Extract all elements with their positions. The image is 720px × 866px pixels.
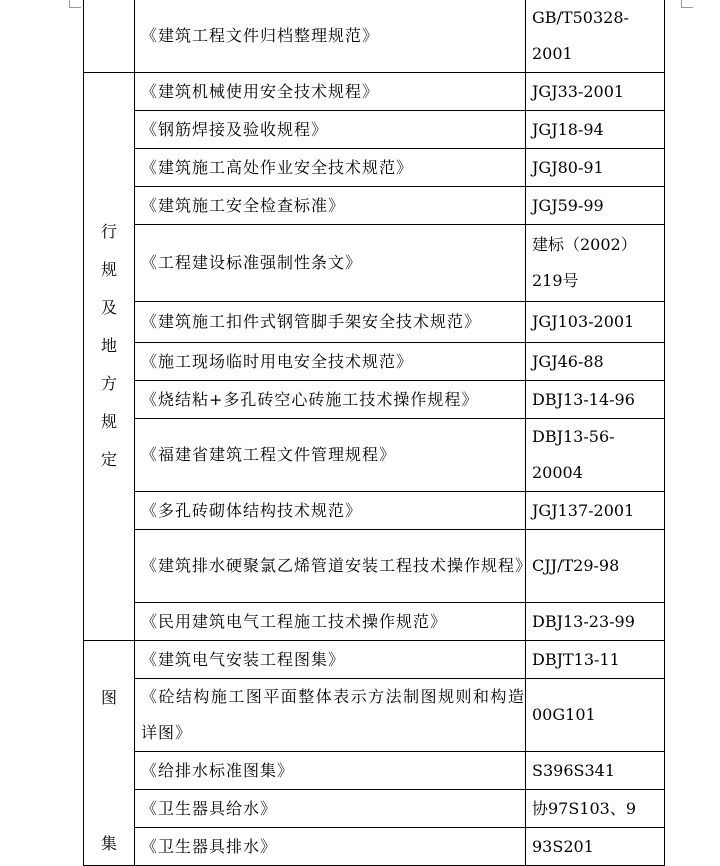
- standard-name: 《建筑机械使用安全技术规程》: [135, 73, 526, 111]
- category-cell: [84, 0, 135, 73]
- standard-code: JGJ18-94: [526, 111, 665, 149]
- standard-name: 《福建省建筑工程文件管理规程》: [135, 419, 526, 492]
- standard-name: 《给排水标准图集》: [135, 752, 526, 790]
- table-row: [84, 828, 665, 866]
- table-row: [84, 752, 665, 790]
- table-row: [84, 492, 665, 530]
- table-row: [84, 679, 665, 752]
- standard-name: 《建筑工程文件归档整理规范》: [135, 0, 526, 73]
- category-cell: [84, 73, 135, 641]
- page-corner-mark: [681, 7, 693, 8]
- standard-code: JGJ46-88: [526, 343, 665, 381]
- standard-code: JGJ80-91: [526, 149, 665, 187]
- standard-name: 《建筑施工高处作业安全技术规范》: [135, 149, 526, 187]
- standard-code: JGJ59-99: [526, 187, 665, 225]
- standard-code: 协97S103、9: [526, 790, 665, 828]
- standard-code: 93S201: [526, 828, 665, 866]
- standard-name: 《卫生器具排水》: [135, 828, 526, 866]
- category-label: 图 集: [100, 688, 117, 853]
- table-row: [84, 302, 665, 343]
- table-row: [84, 530, 665, 603]
- table-row: [84, 381, 665, 419]
- standard-name: 《工程建设标准强制性条文》: [135, 225, 526, 302]
- table-row: [84, 603, 665, 641]
- standard-code: DBJ13-56-20004: [526, 419, 665, 492]
- standard-code: S396S341: [526, 752, 665, 790]
- table-row: [84, 149, 665, 187]
- standard-name: 《烧结粘+多孔砖空心砖施工技术操作规程》: [135, 381, 526, 419]
- standard-name: 《多孔砖砌体结构技术规范》: [135, 492, 526, 530]
- standard-code: JGJ137-2001: [526, 492, 665, 530]
- standards-table-frame: [83, 0, 665, 856]
- standard-code: JGJ103-2001: [526, 302, 665, 343]
- standard-name: 《建筑排水硬聚氯乙烯管道安装工程技术操作规程》: [135, 530, 526, 603]
- category-cell: [84, 641, 135, 866]
- table-row: [84, 790, 665, 828]
- standard-name: 《建筑施工安全检查标准》: [135, 187, 526, 225]
- table-row: [84, 0, 665, 73]
- standard-name: 《建筑电气安装工程图集》: [135, 641, 526, 679]
- table-row: [84, 187, 665, 225]
- standards-table-body: [84, 0, 665, 866]
- standards-table: [83, 0, 665, 866]
- standard-name: 《砼结构施工图平面整体表示方法制图规则和构造详图》: [135, 679, 526, 752]
- page-corner-mark: [69, 7, 81, 8]
- table-row: [84, 641, 665, 679]
- table-row: [84, 419, 665, 492]
- standard-code: DBJ13-14-96: [526, 381, 665, 419]
- standard-name: 《钢筋焊接及验收规程》: [135, 111, 526, 149]
- standard-name: 《施工现场临时用电安全技术规范》: [135, 343, 526, 381]
- standard-name: 《民用建筑电气工程施工技术操作规范》: [135, 603, 526, 641]
- category-label: 行 规 及 地 方 规 定: [100, 222, 117, 469]
- table-row: [84, 343, 665, 381]
- table-row: [84, 225, 665, 302]
- standard-name: 《建筑施工扣件式钢管脚手架安全技术规范》: [135, 302, 526, 343]
- standard-code: DBJ13-23-99: [526, 603, 665, 641]
- standard-name: 《卫生器具给水》: [135, 790, 526, 828]
- standard-code: GB/T50328-2001: [526, 0, 665, 73]
- standard-code: 00G101: [526, 679, 665, 752]
- table-row: [84, 111, 665, 149]
- standard-code: 建标（2002）219号: [526, 225, 665, 302]
- table-row: [84, 73, 665, 111]
- standard-code: CJJ/T29-98: [526, 530, 665, 603]
- standard-code: JGJ33-2001: [526, 73, 665, 111]
- standard-code: DBJT13-11: [526, 641, 665, 679]
